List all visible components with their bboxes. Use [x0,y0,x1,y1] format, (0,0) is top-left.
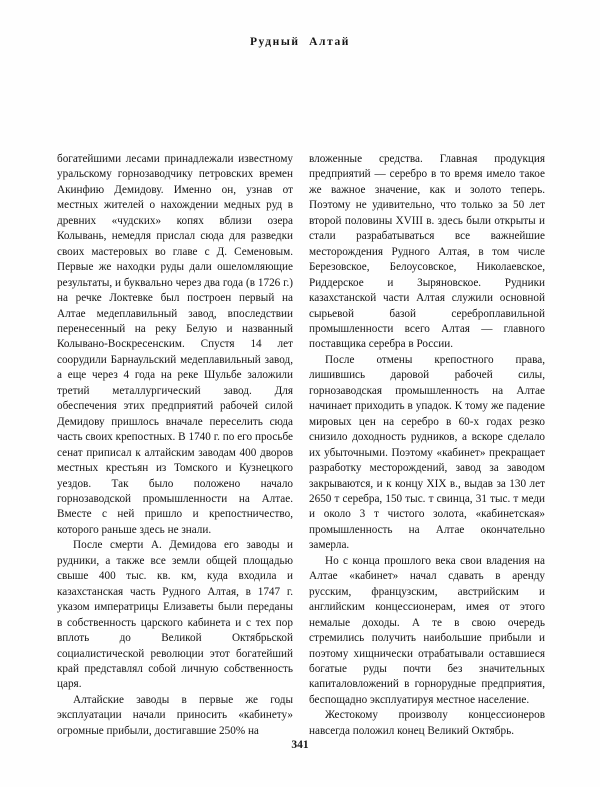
page-number: 341 [291,739,309,751]
paragraph: вложенные средства. Главная продукция предприятий — серебро в то время имело такое же важное значение, как и золото теперь. Поэтому не удивительно, что только за 50 лет второй половины XVIII в. здесь были открыты и стали разрабатываться все важнейшие месторождения Рудного Алтая, в том числе Березовское, Белоусовское, Николаевское, Риддерское и Зыряновское. Рудники казахстанской части Алтая служили основной сырьевой базой сереброплавильной промышленности всего Алтая — главного поставщика серебра в России. [309,153,545,351]
column-left [57,152,293,739]
paragraph: богатейшими лесами принадлежали известному уральскому горнозаводчику петровских времен Акинфию Демидову. Именно он, узнав от местных жителей о нахождении медных руд в древних «чудских» копях вблизи озера Колывань, немедля прислал сюда для разведки своих мастеровых во главе с Д. Семеновым. Первые же находки руды дали ошеломляющие результаты, и буквально через два года (в 1726 г.) на речке Локтевке был построен первый на Алтае медеплавильный завод, впоследствии перенесенный на реку Белую и названный Колывано-Воскресенским. Спустя 14 лет соорудили Барнаульский медеплавильный завод, а еще через 4 года на реке Шульбе заложили третий металлургический завод. Для обеспечения этих предприятий рабочей силой Демидову пришлось вначале переселить сюда часть своих крепостных. В 1740 г. по его просьбе сенат приписал к алтайским заводам 400 дворов местных крестьян из Томского и Кузнецкого уездов. Так было положено начало горнозаводской промышленности на Алтае. Вместе с ней пришло и крепостничество, которого раньше здесь не знали. [57,153,293,536]
column-right [309,152,545,739]
paragraph: Алтайские заводы в первые же годы эксплуатации начали приносить «кабинету» огромные прибыли, достигавшие 250% на [57,693,293,737]
paragraph: После смерти А. Демидова его заводы и рудники, а также все земли общей площадью свыше 400 тыс. кв. км, куда входила и казахстанская часть Рудного Алтая, в 1747 г. указом императрицы Елизаветы были переданы в собственность царского кабинета и с тех пор вплоть до Великой Октябрьской социалистической революции этот богатейший край представлял собой личную собственность царя. [57,539,293,691]
paragraph: Жестокому произволу концессионеров навсегда положил конец Великий Октябрь. [309,709,545,737]
text-columns [57,152,545,739]
running-header: Рудный Алтай [249,36,351,48]
paragraph: Но с конца прошлого века свои владения на Алтае «кабинет» начал сдавать в аренду русским, французским, австрийским и английским концессионерам, имея от этого немалые доходы. А те в свою очередь стремились получить наибольшие прибыли и поэтому хищнически отрабатывали оставшиеся богатые руды почти без значительных капиталовложений в горнорудные предприятия, беспощадно эксплуатируя местное население. [309,554,545,706]
paragraph: После отмены крепостного права, лишившись даровой рабочей силы, горнозаводская промышленность на Алтае начинает приходить в упадок. К тому же падение мировых цен на серебро в 60-х годах резко снизило доходность рудников, а вскоре сделало их убыточными. Поэтому «кабинет» прекращает разработку месторождений, завод за заводом закрываются, и к концу XIX в., выдав за 130 лет 2650 т серебра, 150 тыс. т свинца, 31 тыс. т меди и около 3 т чистого золота, «кабинетская» промышленность на Алтае окончательно замерла. [309,353,545,552]
